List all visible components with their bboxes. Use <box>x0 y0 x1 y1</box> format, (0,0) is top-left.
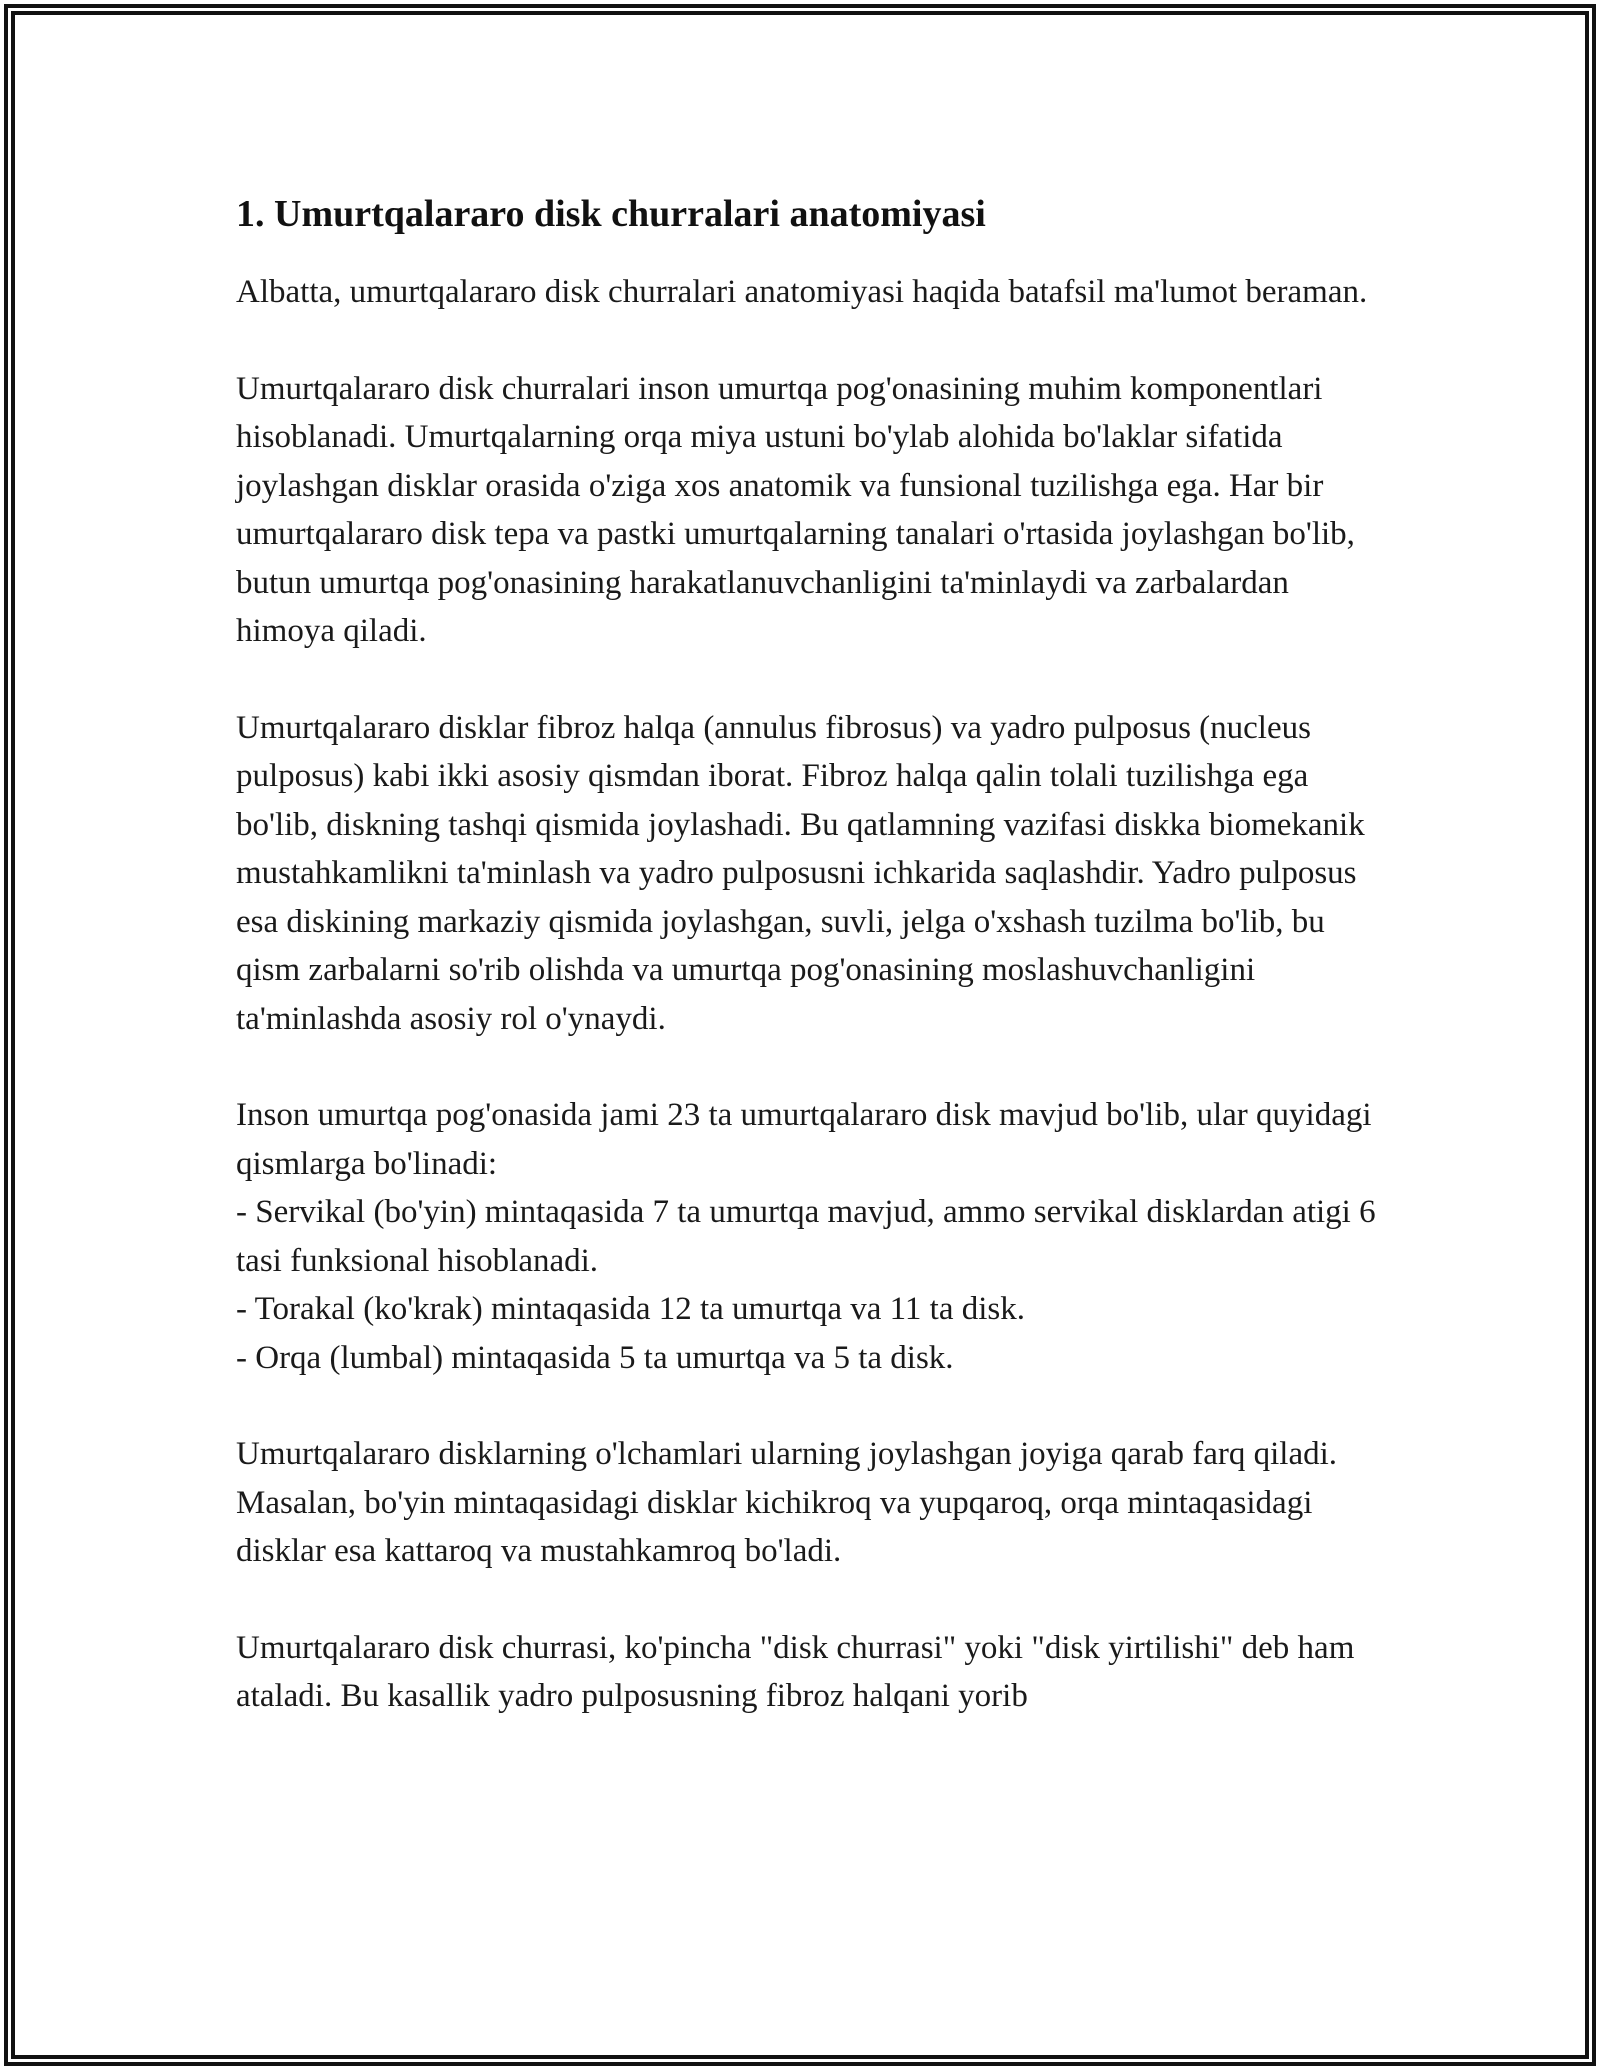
paragraph-disk-herniation: Umurtqalararo disk churrasi, ko'pincha "disk churrasi" yoki "disk yirtilishi" deb ham ataladi. Bu kasallik yadro pulposusning fibroz halqani yorib <box>236 1629 1355 1714</box>
paragraph-disk-structure: Umurtqalararo disklar fibroz halqa (annulus fibrosus) va yadro pulposus (nucleus pulposus) kabi ikki asosiy qismdan iborat. Fibroz halqa qalin tolali tuzilishga ega bo'lib, diskning tashqi qismida joylashadi. Bu qatlamning vazifasi diskka biomekanik mustahkamlikni ta'minlash va yadro pulposusni ichkarida saqlashdir. Yadro pulposus esa diskining markaziy qismida joylashgan, suvli, jelga o'xshash tuzilma bo'lib, bu qism zarbalarni so'rib olishda va umurtqa pog'onasining moslashuvchanligini ta'minlashda asosiy rol o'ynaydi. <box>236 709 1365 1037</box>
paragraph-disk-sizes: Umurtqalararo disklarning o'lchamlari ularning joylashgan joyiga qarab farq qiladi. Masalan, bo'yin mintaqasidagi disklar kichikroq va yupqaroq, orqa mintaqasidagi disklar esa kattaroq va mustahkamroq bo'ladi. <box>236 1436 1338 1569</box>
list-item-thoracic: - Torakal (ko'krak) mintaqasida 12 ta umurtqa va 11 ta disk. <box>236 1291 1026 1327</box>
paragraph-intro: Albatta, umurtqalararo disk churralari anatomiyasi haqida batafsil ma'lumot beraman. <box>236 274 1368 310</box>
document-body <box>236 186 1376 1769</box>
paragraph-disk-overview: Umurtqalararo disk churralari inson umurtqa pog'onasining muhim komponentlari hisoblanadi. Umurtqalarning orqa miya ustuni bo'ylab alohida bo'laklar sifatida joylashgan disklar orasida o'ziga xos anatomik va funsional tuzilishga ega. Har bir umurtqalararo disk tepa va pastki umurtqalarning tanalari o'rtasida joylashgan bo'lib, butun umurtqa pog'onasining harakatlanuvchanligini ta'minlaydi va zarbalardan himoya qiladi. <box>236 370 1355 649</box>
paragraph-disk-count-list <box>236 1091 1376 1382</box>
document-title: 1. Umurtqalararo disk churralari anatomiyasi <box>236 193 986 235</box>
list-item-cervical: - Servikal (bo'yin) mintaqasida 7 ta umurtqa mavjud, ammo servikal disklardan atigi 6 tasi funksional hisoblanadi. <box>236 1194 1376 1279</box>
list-item-lumbar: - Orqa (lumbal) mintaqasida 5 ta umurtqa va 5 ta disk. <box>236 1339 954 1376</box>
list-intro: Inson umurtqa pog'onasida jami 23 ta umurtqalararo disk mavjud bo'lib, ular quyidagi qismlarga bo'linadi: <box>236 1097 1372 1182</box>
